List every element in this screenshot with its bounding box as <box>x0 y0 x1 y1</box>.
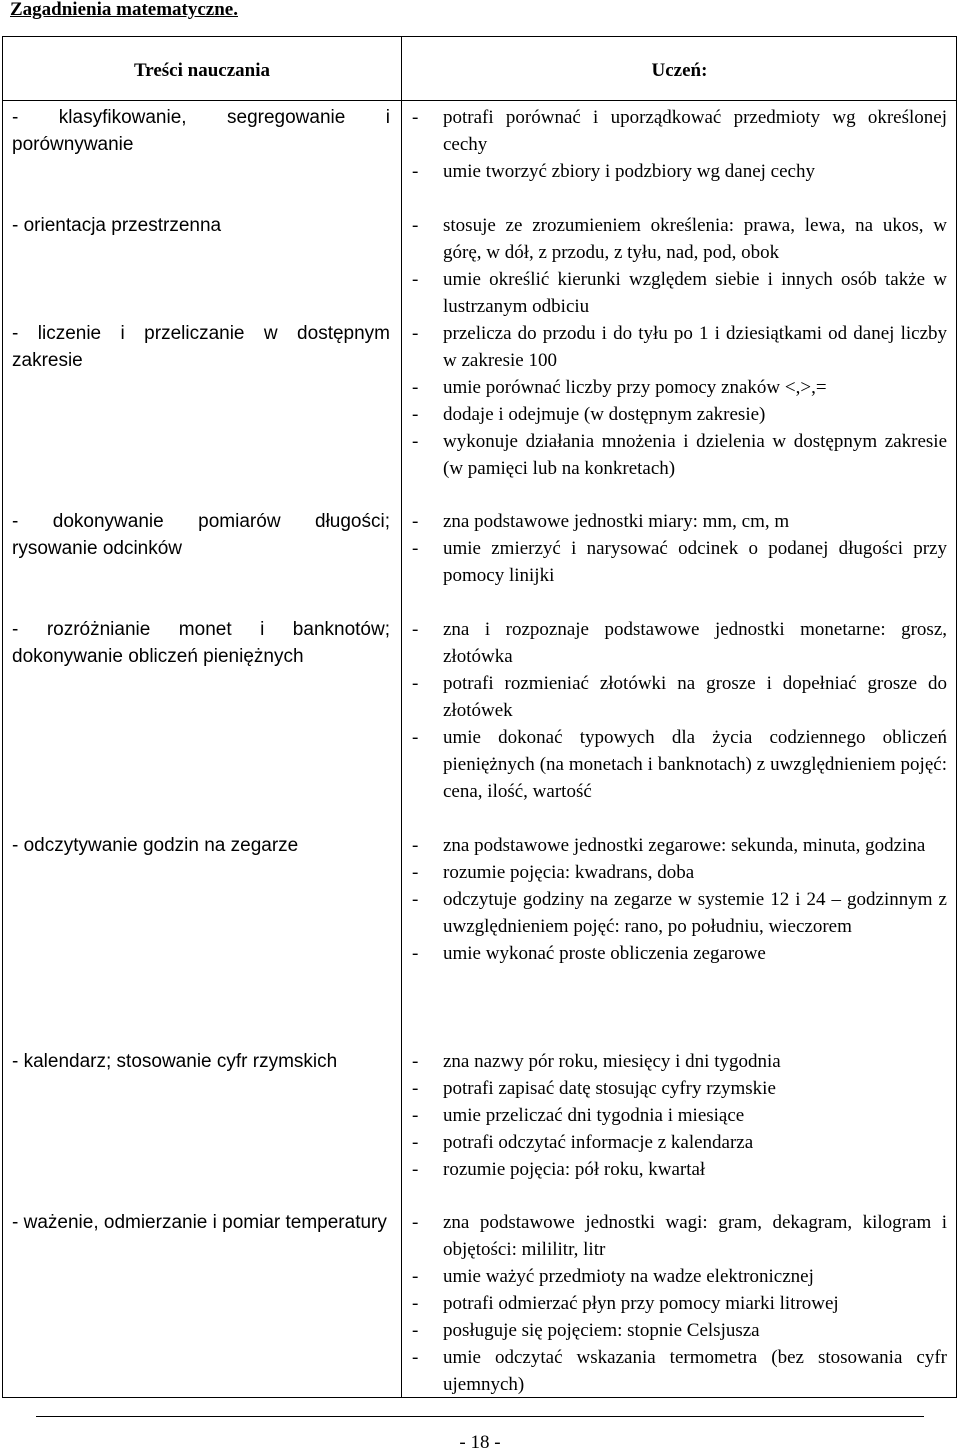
outcome-item <box>412 266 947 320</box>
topic-money: - rozróżnianie monet i banknotów; dokonywanie obliczeń pieniężnych <box>12 619 390 667</box>
outcome-text: umie odczytać wskazania termometra (bez stosowania cyfr ujemnych) <box>443 1347 947 1395</box>
outcome-text: przelicza do przodu i do tyłu po 1 i dziesiątkami od danej liczby w zakresie 100 <box>443 323 947 371</box>
outcomes-calendar <box>412 1048 947 1183</box>
outcome-text: posługuje się pojęciem: stopnie Celsjusza <box>443 1320 760 1341</box>
outcome-text: potrafi odczytać informacje z kalendarza <box>443 1132 754 1153</box>
page-number: - 18 - <box>459 1432 501 1453</box>
outcome-item <box>412 508 947 535</box>
outcome-item <box>412 374 947 401</box>
bullet-dash: - <box>412 1347 419 1368</box>
bullet-dash: - <box>412 1320 419 1341</box>
bullet-dash: - <box>412 1105 419 1126</box>
outcome-item <box>412 1156 947 1183</box>
outcome-text: zna i rozpoznaje podstawowe jednostki monetarne: grosz, złotówka <box>443 619 947 667</box>
outcome-item <box>412 320 947 374</box>
outcome-item <box>412 1075 947 1102</box>
outcome-text: zna podstawowe jednostki miary: mm, cm, m <box>443 511 790 532</box>
outcome-text: umie tworzyć zbiory i podzbiory wg danej cechy <box>443 161 815 182</box>
outcomes-length <box>412 508 947 589</box>
bullet-dash: - <box>412 673 419 694</box>
bullet-dash: - <box>412 269 419 290</box>
topic-clock: - odczytywanie godzin na zegarze <box>12 835 299 856</box>
footer-rule <box>36 1416 924 1417</box>
bullet-dash: - <box>412 862 419 883</box>
outcome-text: umie wykonać proste obliczenia zegarowe <box>443 943 766 964</box>
outcome-text: rozumie pojęcia: pół roku, kwartał <box>443 1159 706 1180</box>
column-header-content: Treści nauczania <box>134 60 270 81</box>
outcome-item <box>412 104 947 158</box>
topic-weighing: - ważenie, odmierzanie i pomiar temperatury <box>12 1212 387 1233</box>
outcome-text: umie zmierzyć i narysować odcinek o podanej długości przy pomocy linijki <box>443 538 947 586</box>
bullet-dash: - <box>412 215 419 236</box>
column-divider <box>401 37 402 1397</box>
outcomes-orientation-counting <box>412 212 947 482</box>
bullet-dash: - <box>412 404 419 425</box>
outcome-text: umie ważyć przedmioty na wadze elektronicznej <box>443 1266 814 1287</box>
outcomes-clock <box>412 832 947 967</box>
outcome-text: umie porównać liczby przy pomocy znaków <,>,= <box>443 377 827 398</box>
column-header-student: Uczeń: <box>651 60 708 81</box>
outcome-text: potrafi rozmieniać złotówki na grosze i dopełniać grosze do złotówek <box>443 673 947 721</box>
outcome-item <box>412 832 947 859</box>
outcome-item <box>412 401 947 428</box>
bullet-dash: - <box>412 835 419 856</box>
topic-classification: - klasyfikowanie, segregowanie i porównywanie <box>12 107 390 155</box>
outcome-item <box>412 1102 947 1129</box>
bullet-dash: - <box>412 1266 419 1287</box>
outcome-item <box>412 1290 947 1317</box>
bullet-dash: - <box>412 943 419 964</box>
bullet-dash: - <box>412 377 419 398</box>
bullet-dash: - <box>412 431 419 452</box>
bullet-dash: - <box>412 538 419 559</box>
bullet-dash: - <box>412 323 419 344</box>
outcome-item <box>412 859 947 886</box>
outcome-text: umie określić kierunki względem siebie i innych osób także w lustrzanym odbiciu <box>443 269 947 317</box>
outcomes-money <box>412 616 947 805</box>
bullet-dash: - <box>412 1212 419 1233</box>
outcome-text: stosuje ze zrozumieniem określenia: prawa, lewa, na ukos, w górę, w dół, z przodu, z tyłu, nad, pod, obok <box>443 215 947 263</box>
bullet-dash: - <box>412 1078 419 1099</box>
outcome-item <box>412 886 947 940</box>
outcome-item <box>412 1129 947 1156</box>
outcome-text: potrafi odmierzać płyn przy pomocy miarki litrowej <box>443 1293 839 1314</box>
outcome-item <box>412 1317 947 1344</box>
outcome-item <box>412 535 947 589</box>
outcome-text: umie dokonać typowych dla życia codziennego obliczeń pieniężnych (na monetach i banknotach) z uwzględnieniem pojęć: cena, ilość, wartość <box>443 727 947 802</box>
bullet-dash: - <box>412 889 419 910</box>
outcome-item <box>412 724 947 805</box>
outcomes-weighing <box>412 1209 947 1398</box>
bullet-dash: - <box>412 161 419 182</box>
bullet-dash: - <box>412 107 419 128</box>
bullet-dash: - <box>412 619 419 640</box>
outcome-text: zna podstawowe jednostki zegarowe: sekunda, minuta, godzina <box>443 835 926 856</box>
outcome-item <box>412 1209 947 1263</box>
bullet-dash: - <box>412 727 419 748</box>
page-heading: Zagadnienia matematyczne. <box>10 0 238 20</box>
outcome-text: potrafi porównać i uporządkować przedmioty wg określonej cechy <box>443 107 947 155</box>
topic-calendar: - kalendarz; stosowanie cyfr rzymskich <box>12 1051 338 1072</box>
outcome-text: odczytuje godziny na zegarze w systemie 12 i 24 – godzinnym z uwzględnieniem pojęć: rano, po południu, wieczorem <box>443 889 947 937</box>
outcome-item <box>412 158 947 185</box>
outcome-text: wykonuje działania mnożenia i dzielenia w dostępnym zakresie (w pamięci lub na konkretach) <box>443 431 947 479</box>
outcome-text: umie przeliczać dni tygodnia i miesiące <box>443 1105 745 1126</box>
topic-length: - dokonywanie pomiarów długości; rysowanie odcinków <box>12 511 390 559</box>
outcome-item <box>412 212 947 266</box>
outcome-item <box>412 670 947 724</box>
header-divider <box>3 100 956 101</box>
outcome-text: potrafi zapisać datę stosując cyfry rzymskie <box>443 1078 776 1099</box>
outcome-item <box>412 1263 947 1290</box>
bullet-dash: - <box>412 1159 419 1180</box>
outcome-text: zna nazwy pór roku, miesięcy i dni tygodnia <box>443 1051 781 1072</box>
outcome-text: dodaje i odejmuje (w dostępnym zakresie) <box>443 404 766 425</box>
bullet-dash: - <box>412 1293 419 1314</box>
bullet-dash: - <box>412 511 419 532</box>
bullet-dash: - <box>412 1132 419 1153</box>
outcome-text: rozumie pojęcia: kwadrans, doba <box>443 862 695 883</box>
outcome-text: zna podstawowe jednostki wagi: gram, dekagram, kilogram i objętości: mililitr, litr <box>443 1212 947 1260</box>
outcome-item <box>412 1048 947 1075</box>
outcome-item <box>412 1344 947 1398</box>
bullet-dash: - <box>412 1051 419 1072</box>
topic-orientation: - orientacja przestrzenna <box>12 215 222 236</box>
topic-counting: - liczenie i przeliczanie w dostępnym zakresie <box>12 323 390 371</box>
outcome-item <box>412 616 947 670</box>
outcome-item <box>412 428 947 482</box>
outcomes-classification <box>412 104 947 185</box>
outcome-item <box>412 940 947 967</box>
